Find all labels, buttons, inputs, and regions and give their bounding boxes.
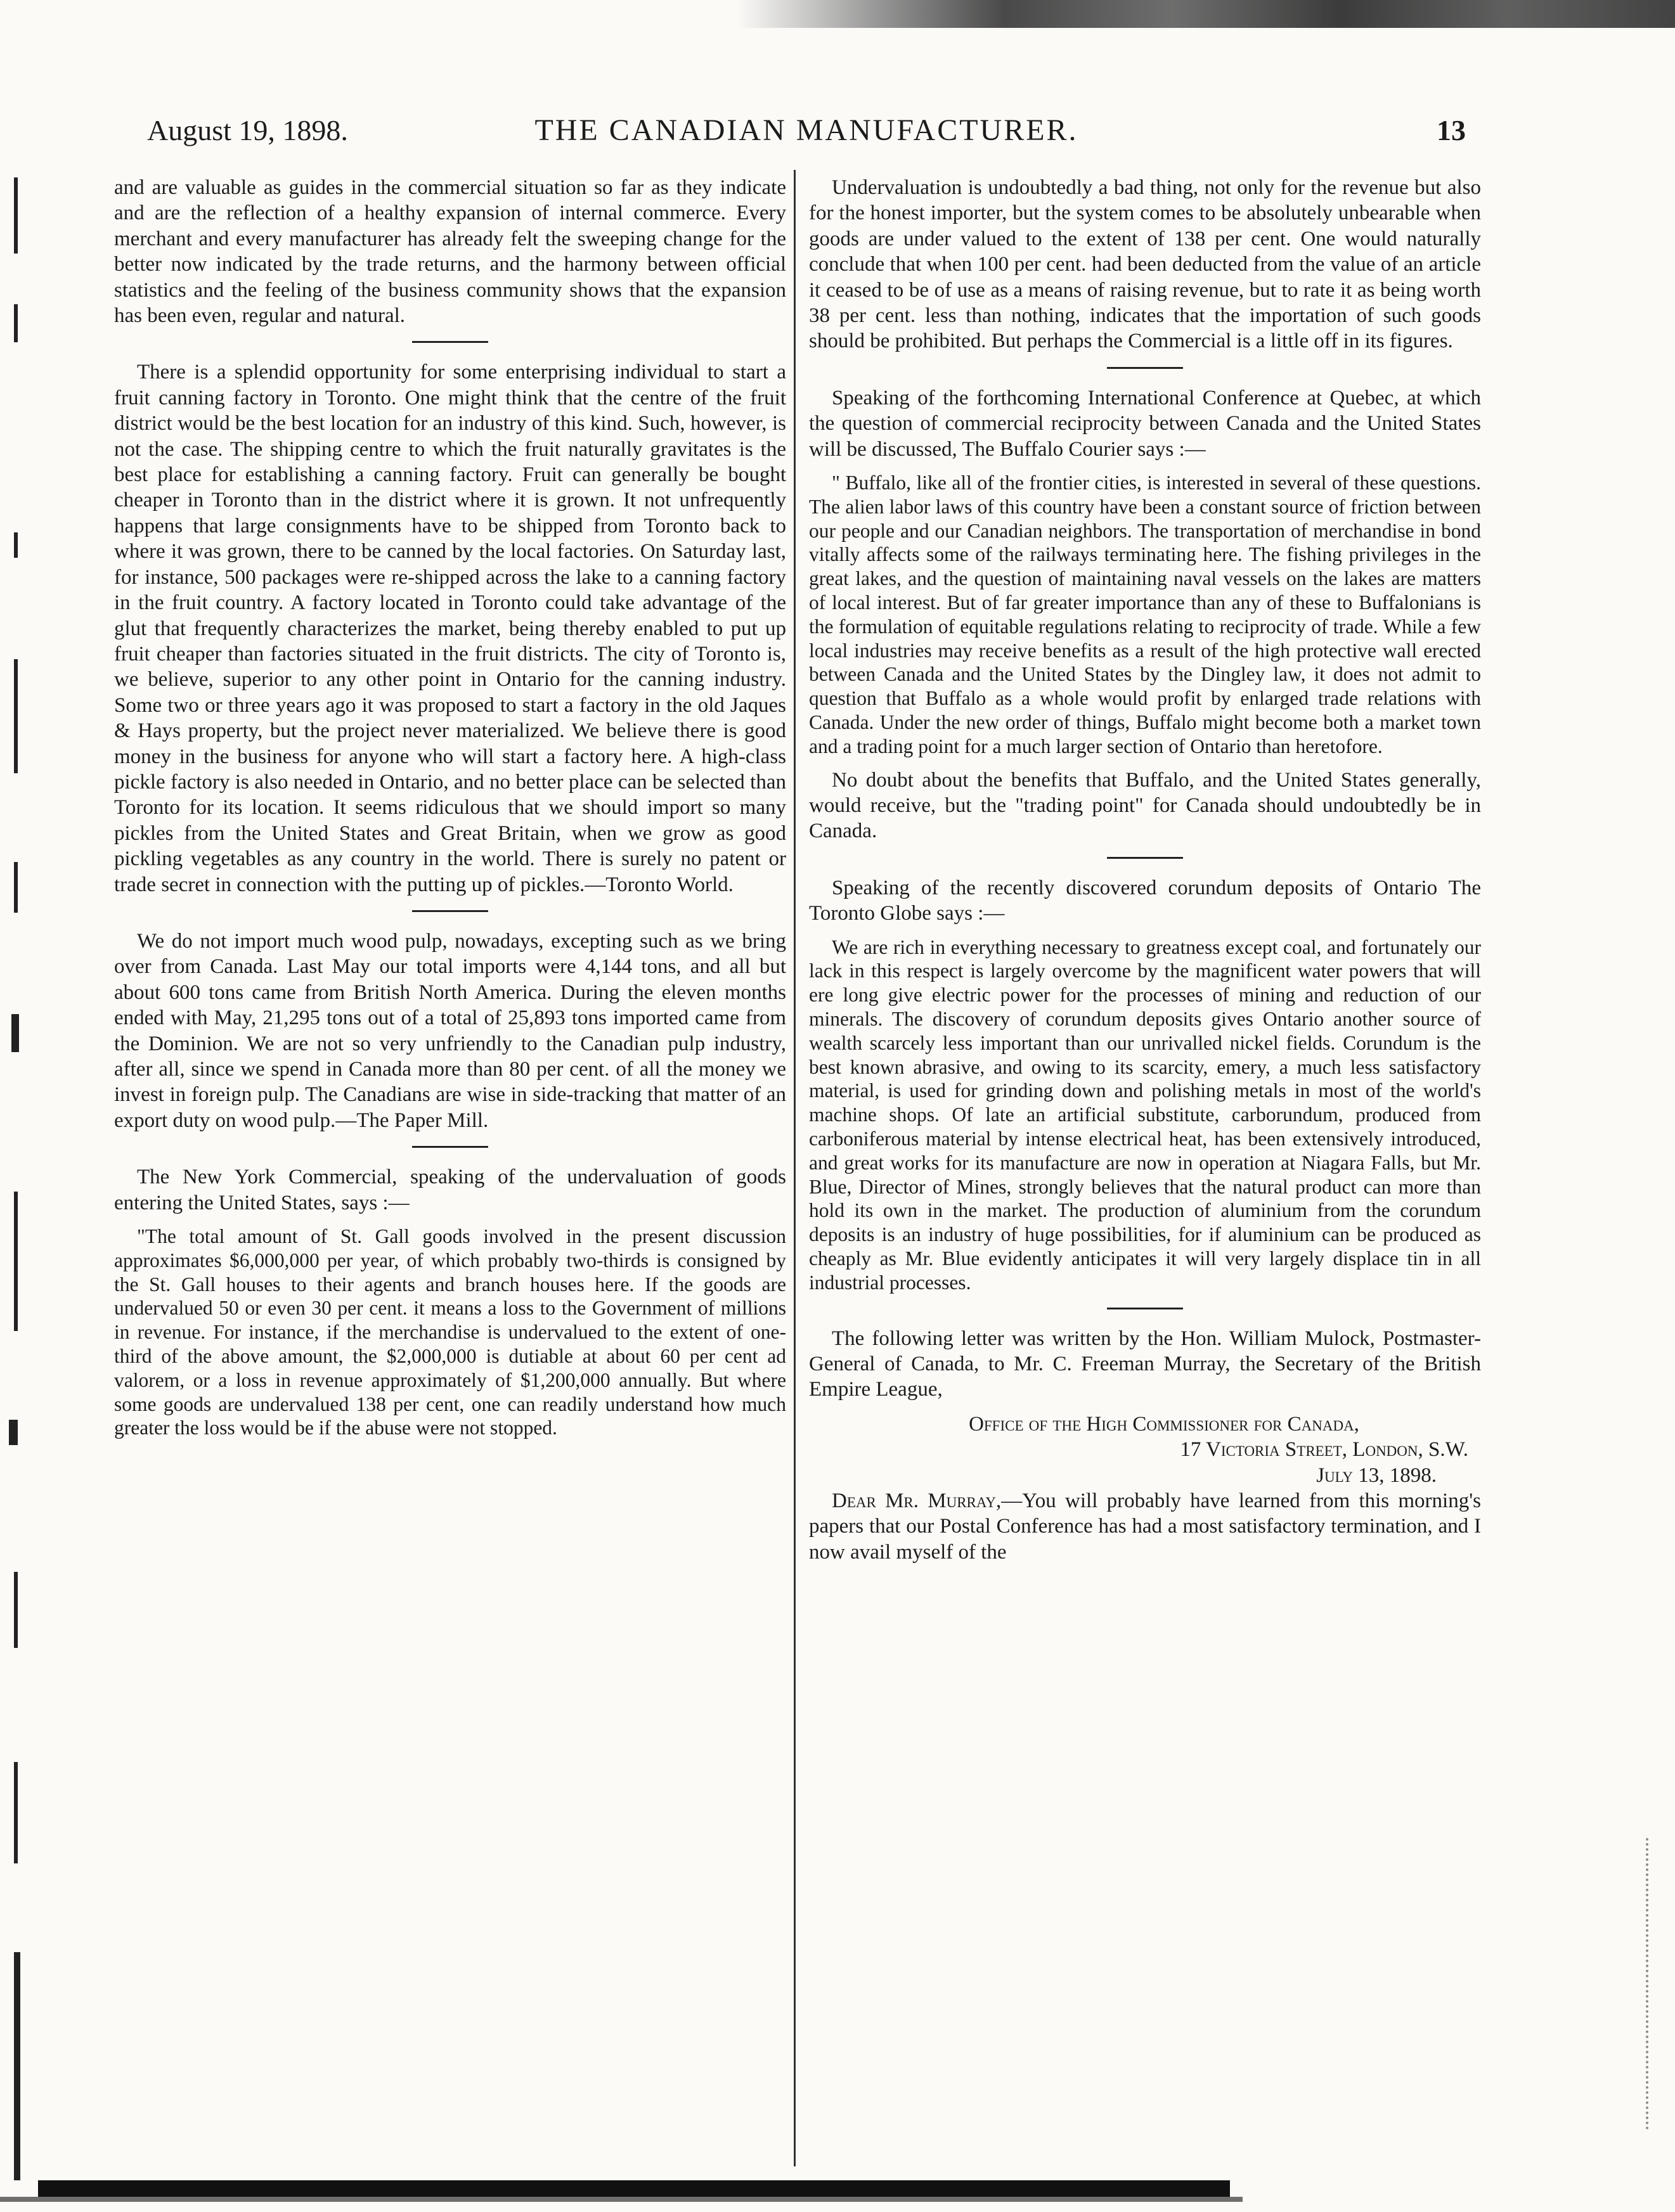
issue-date: August 19, 1898.	[147, 114, 348, 146]
section-rule	[412, 341, 488, 343]
publication-title: THE CANADIAN MANUFACTURER.	[534, 113, 1078, 147]
right-column	[809, 175, 1481, 2165]
letter-address-line: Office of the High Commissioner for Canada,	[969, 1412, 1359, 1436]
left-column	[114, 175, 786, 2165]
section-rule	[1107, 367, 1183, 369]
section-rule	[1107, 1308, 1183, 1309]
letter-address-line: 17 Victoria Street, London, S.W.	[1180, 1438, 1468, 1462]
scan-edge-bottom	[38, 2180, 1230, 2197]
letter-salutation: Dear Mr. Murray,	[832, 1489, 1002, 1513]
section-rule	[412, 1146, 488, 1148]
article-paragraph: Speaking of the recently discovered corundum deposits of Ontario The Toronto Globe says :—	[809, 876, 1481, 925]
scan-edge-right	[1646, 1838, 1657, 2130]
column-divider	[794, 170, 796, 2166]
section-rule	[1107, 857, 1183, 859]
article-paragraph: and are valuable as guides in the commercial situation so far as they indicate and are the reflection of a healthy expansion of internal commerce. Every merchant and every manufacturer has already felt the sweeping change for the better now indicated by the trade returns, and the harmony between official statistics and the feeling of the business community shows that the expansion has been even, regular and natural.	[114, 176, 786, 328]
article-paragraph: There is a splendid opportunity for some enterprising individual to start a fruit canning factory in Toronto. One might think that the centre of the fruit district would be the best location for an industry of this kind. Such, however, is not the case. The shipping centre to which the fruit naturally gravitates is the best place for establishing a canning factory. Fruit can generally be bought cheaper in Toronto than in the district where it is grown. It not unfrequently happens that large consignments have to be shipped from Toronto back to where it was grown, there to be canned by the local factories. On Saturday last, for instance, 500 packages were re-shipped across the lake to a canning factory in the fruit country. A factory located in Toronto could take advantage of the glut that frequently characterizes the market, being thereby enabled to put up fruit cheaper than factories situated in the fruit districts. The city of Toronto is, we believe, superior to any other point in Ontario for the canning industry. Some two or three years ago it was proposed to start a factory in the old Jaques & Hays property, but the project never materialized. We believe there is good money in the business for anyone who will start a factory here. A high-class pickle factory is also needed in Ontario, and no better place can be selected than Toronto for its location. It seems ridiculous that we should import so many pickles from the United States and Great Britain, when we grow as good pickling vegetables as any country in the world. There is surely no patent or trade secret in connection with the putting up of pickles.—Toronto World.	[114, 361, 786, 896]
letter-address	[809, 1411, 1481, 1488]
article-paragraph: Speaking of the forthcoming International Conference at Quebec, at which the question of commercial reciprocity between Canada and the United States will be discussed, The Buffalo Courier says :—	[809, 386, 1481, 461]
section-rule	[412, 910, 488, 912]
scan-edge-top	[0, 0, 1675, 28]
quoted-passage: "The total amount of St. Gall goods involved in the present discussion approximates $6,000,000 per year, of which probably two-thirds is consigned by the St. Gall houses to their agents and branch houses here. If the goods are undervalued 50 or even 30 per cent. it means a loss to the Government of millions in revenue. For instance, if the merchandise is undervalued to the extent of one-third of the above amount, the $2,000,000 is dutiable at about 60 per cent ad valorem, or a loss in revenue approximately of $1,200,000 annually. But where some goods are undervalued 138 per cent, one can readily understand how much greater the loss would be if the abuse were not stopped.	[114, 1225, 786, 1439]
article-paragraph: Undervaluation is undoubtedly a bad thing, not only for the revenue but also for the honest importer, but the system comes to be absolutely unbearable when goods are under valued to the extent of 138 per cent. One would naturally conclude that when 100 per cent. had been deducted from the value of an article it ceased to be of use as a means of raising revenue, but to rate it as being worth 38 per cent. less than nothing, indicates that the importation of such goods should be prohibited. But perhaps the Commercial is a little off in its figures.	[809, 176, 1481, 353]
quoted-passage: " Buffalo, like all of the frontier cities, is interested in several of these questions. The alien labor laws of this country have been a constant source of friction between our people and our Canadian neighbors. The transportation of merchandise in bond vitally affects some of the railways terminating here. The fishing privileges in the great lakes, and the question of maintaining naval vessels on the lakes are matters of local interest. But of far greater importance than any of these to Buffalonians is the formulation of equitable regulations relating to reciprocity of trade. While a few local industries may receive benefits as a result of the high protective wall erected between Canada and the United States by the Dingley law, it does not admit to question that Buffalo as a whole would profit by enlarged trade relations with Canada. Under the new order of things, Buffalo might become both a market town and a trading point for a much larger section of Ontario than heretofore.	[809, 472, 1481, 757]
letter-body	[809, 1488, 1481, 1565]
quoted-passage: We are rich in everything necessary to greatness except coal, and fortunately our lack in this respect is largely overcome by the magnificent water powers that will ere long give electric power for the processes of mining and reduction of our minerals. The discovery of corundum deposits gives Ontario another source of wealth scarcely less important than our unrivalled nickel fields. Corundum is the best known abrasive, and owing to its scarcity, emery, a much less satisfactory material, is used for grinding down and polishing metals in most of the world's machine shops. Of late an artificial substitute, carborundum, produced from carboniferous material by intense electrical heat, has been extensively introduced, and great works for its manufacture are now in operation at Niagara Falls, but Mr. Blue, Director of Mines, strongly believes that the natural product can more than hold its own in the market. The production of aluminium from the corundum deposits is an industry of huge possibilities, for if aluminium can be produced as cheaply as Mr. Blue evidently anticipates it will very largely displace tin in all industrial processes.	[809, 936, 1481, 1294]
article-paragraph: No doubt about the benefits that Buffalo, and the United States generally, would receive, but the "trading point" for Canada should undoubtedly be in Canada.	[809, 768, 1481, 843]
letter-body-text: —You will probably have learned from this morning's papers that our Postal Conference has had a most satisfactory termination, and I now avail myself of the	[809, 1489, 1481, 1564]
binding-edge	[0, 177, 25, 2180]
article-paragraph: The New York Commercial, speaking of the undervaluation of goods entering the United States, says :—	[114, 1166, 786, 1214]
article-paragraph: We do not import much wood pulp, nowadays, excepting such as we bring over from Canada. Last May our total imports were 4,144 tons, and all but about 600 tons came from British North America. During the eleven months ended with May, 21,295 tons out of a total of 25,893 tons imported came from the Dominion. We are not so very unfriendly to the Canadian pulp industry, after all, since we spend in Canada more than 80 per cent. of all the money we invest in foreign pulp. The Canadians are wise in side-tracking that matter of an export duty on wood pulp.—The Paper Mill.	[114, 929, 786, 1132]
letter-date: July 13, 1898.	[1316, 1463, 1437, 1487]
page-header	[147, 113, 1466, 157]
page-number: 13	[1436, 114, 1466, 146]
scan-edge-bottom-thin	[0, 2197, 1243, 2202]
article-paragraph: The following letter was written by the Hon. William Mulock, Postmaster-General of Canada, to Mr. C. Freeman Murray, the Secretary of the British Empire League,	[809, 1327, 1481, 1401]
